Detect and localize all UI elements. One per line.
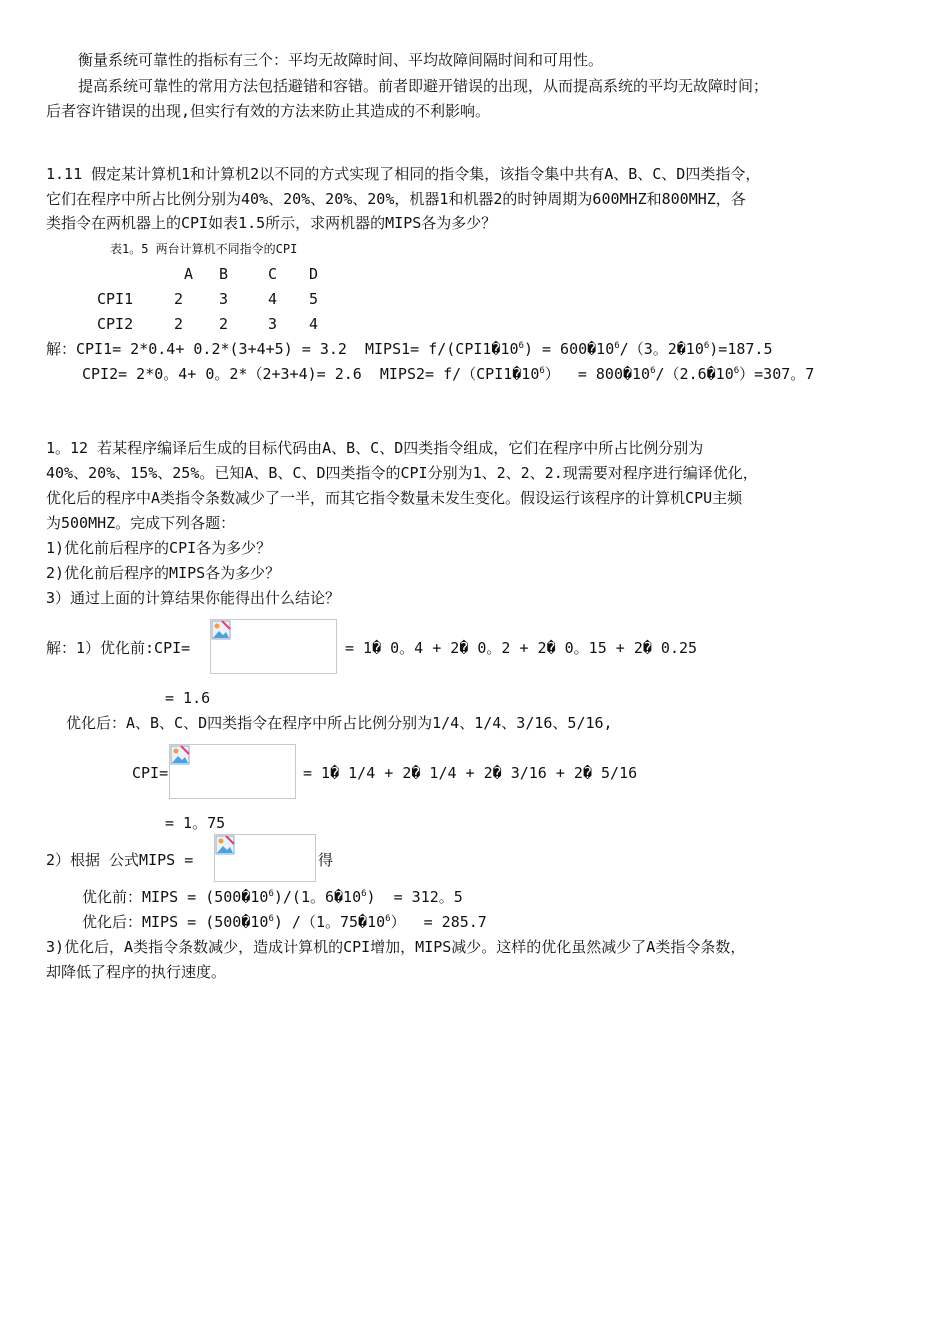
a1-after-text: 优化后：A、B、C、D四类指令在程序中所占比例分别为1/4、1/4、3/16、5/16, [66, 714, 613, 732]
q111-solution-1: 解：CPI1= 2*0.4+ 0.2*(3+4+5) = 3.2 MIPS1= $f/(CPI1�10^6)$ = $600�10^6/(3$。$2�10^6)=187.5$ [46, 340, 773, 358]
formula-image-placeholder [210, 619, 337, 674]
table-cell: 2 [219, 315, 229, 333]
table-header-a: A [184, 265, 194, 283]
a2-suffix: 得 [318, 851, 334, 869]
a2-label: 2）根据 公式MIPS = [46, 851, 194, 869]
q112-sub-1: 1)优化前后程序的CPI各为多少？ [46, 539, 272, 557]
q112-line-3: 优化后的程序中A类指令条数减少了一半，而其它指令数量未发生变化。假设运行该程序的计算机CPU主频 [46, 489, 743, 507]
broken-image-icon [211, 620, 231, 640]
a1-cpi-result: = 1。75 [165, 814, 226, 832]
q111-solution-2: CPI2= 2*0。4+ 0。2*（2+3+4)= 2.6 MIPS2= $f/(CPI1�10^6)$ = $800�10^6/(2.6�10^6)=307$。7 [82, 365, 815, 383]
q112-line-2: 40%、20%、15%、25%。已知A、B、C、D四类指令的CPI分别为1、2、2、2.现需要对程序进行编译优化， [46, 464, 758, 482]
a1-cpi-expression: = 1� 1/4 + 2� 1/4 + 2� 3/16 + 2� 5/16 [303, 764, 638, 782]
intro-line-3: 后者容许错误的出现,但实行有效的方法来防止其造成的不利影响。 [46, 102, 491, 120]
a3-line-1: 3)优化后，A类指令条数减少，造成计算机的CPI增加，MIPS减少。这样的优化虽然减少了A类指令条数， [46, 938, 746, 956]
q112-sub-3: 3）通过上面的计算结果你能得出什么结论？ [46, 589, 341, 607]
table-header-c: C [268, 265, 278, 283]
table-cell: 4 [309, 315, 319, 333]
intro-line-1: 衡量系统可靠性的指标有三个：平均无故障时间、平均故障间隔时间和可用性。 [78, 51, 604, 69]
broken-image-icon [215, 835, 235, 855]
table-caption: 表1。5 两台计算机不同指令的CPI [110, 242, 298, 256]
table-header-d: D [309, 265, 319, 283]
a2-after: 优化后：MIPS = $(500�10^6)$ /（1。$75�10^6) = 285.7$ [82, 913, 487, 931]
a1-cpi-label: CPI= [132, 764, 169, 782]
table-cell: 2 [174, 290, 184, 308]
formula-image-placeholder [169, 744, 296, 799]
broken-image-icon [170, 745, 190, 765]
table-row-label: CPI1 [97, 290, 134, 308]
intro-line-2: 提高系统可靠性的常用方法包括避错和容错。前者即避开错误的出现，从而提高系统的平均无故障时间； [78, 77, 769, 95]
q112-line-4: 为500MHZ。完成下列各题： [46, 514, 236, 532]
table-cell: 4 [268, 290, 278, 308]
a3-line-2: 却降低了程序的执行速度。 [46, 963, 227, 981]
q111-line-3: 类指令在两机器上的CPI如表1.5所示，求两机器的MIPS各为多少？ [46, 214, 497, 232]
formula-image-placeholder [214, 834, 316, 882]
a1-result: = 1.6 [165, 689, 211, 707]
table-cell: 5 [309, 290, 319, 308]
q112-sub-2: 2)优化前后程序的MIPS各为多少？ [46, 564, 281, 582]
table-cell: 3 [268, 315, 278, 333]
q111-line-2: 它们在程序中所占比例分别为40%、20%、20%、20%，机器1和机器2的时钟周期为600MHZ和800MHZ，各 [46, 190, 746, 208]
q112-line-1: 1。12 若某程序编译后生成的目标代码由A、B、C、D四类指令组成，它们在程序中所占比例分别为 [46, 439, 704, 457]
a1-label: 解：1）优化前:CPI= [46, 639, 191, 657]
a1-expression: = 1� 0。4 + 2� 0。2 + 2� 0。15 + 2� 0.25 [345, 639, 698, 657]
table-cell: 3 [219, 290, 229, 308]
table-cell: 2 [174, 315, 184, 333]
q111-line-1: 1.11 假定某计算机1和计算机2以不同的方式实现了相同的指令集，该指令集中共有A、B、C、D四类指令， [46, 165, 761, 183]
table-row-label: CPI2 [97, 315, 134, 333]
a2-before: 优化前：MIPS = $(500�10^6)/(1$。$6�10^6) = 312$。5 [82, 888, 463, 906]
table-header-b: B [219, 265, 229, 283]
